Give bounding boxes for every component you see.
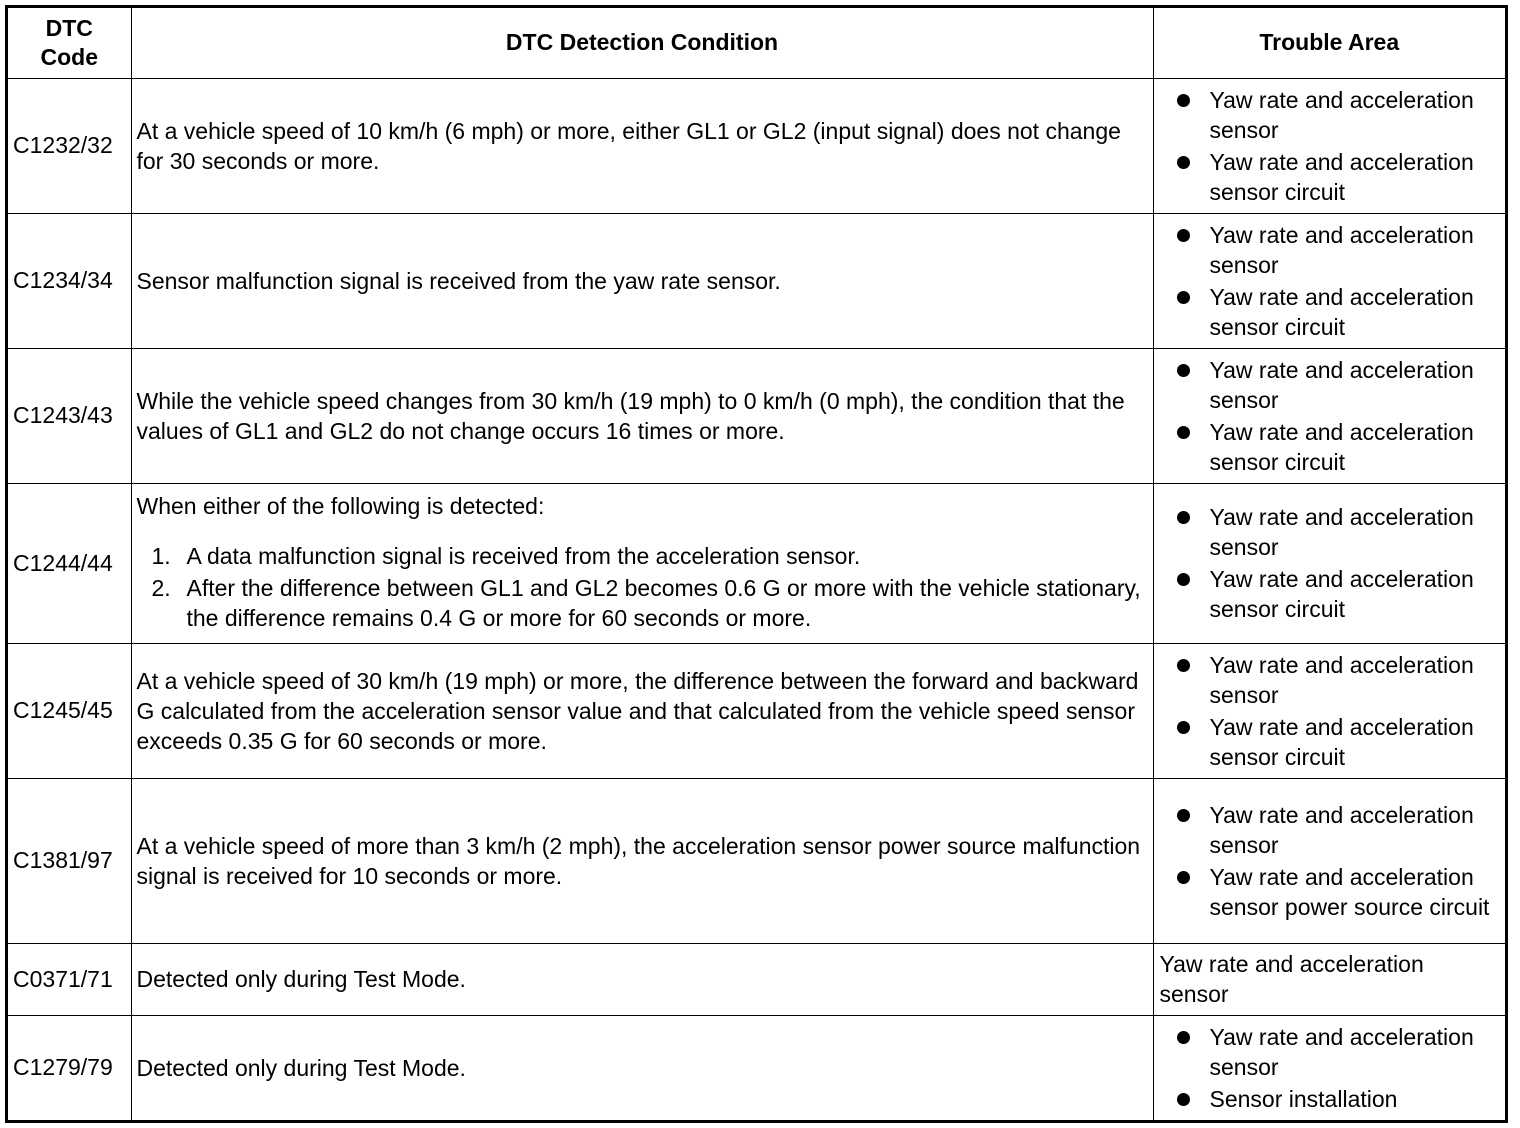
dtc-code: C1381/97 — [8, 778, 131, 943]
table-row — [8, 643, 1505, 778]
dtc-code: C1279/79 — [8, 1015, 131, 1120]
condition-intro: When either of the following is detected: — [136, 493, 545, 519]
dtc-table-frame — [5, 5, 1508, 1123]
dtc-table — [8, 8, 1505, 1120]
trouble-area — [1153, 778, 1505, 943]
trouble-area-item: Yaw rate and acceleration sensor — [1160, 502, 1500, 562]
header-dtc-code-line-1: DTC — [45, 14, 93, 41]
bullet-icon — [1177, 511, 1190, 524]
bullet-icon — [1177, 809, 1190, 822]
bullet-icon — [1177, 573, 1190, 586]
detection-condition: While the vehicle speed changes from 30 km/h (19 mph) to 0 km/h (0 mph), the condition that the values of GL1 and GL2 do not change occurs 16 times or more. — [131, 348, 1153, 483]
detection-condition: Detected only during Test Mode. — [131, 1015, 1153, 1120]
trouble-area-item: Yaw rate and acceleration sensor — [1160, 355, 1500, 415]
detection-condition — [131, 483, 1153, 643]
trouble-area — [1153, 1015, 1505, 1120]
trouble-area-item: Yaw rate and acceleration sensor circuit — [1160, 147, 1500, 207]
condition-item: 1. A data malfunction signal is received from the acceleration sensor. — [151, 543, 861, 569]
bullet-icon — [1177, 291, 1190, 304]
table-row — [8, 778, 1505, 943]
bullet-icon — [1177, 229, 1190, 242]
bullet-icon — [1177, 1031, 1190, 1044]
bullet-icon — [1177, 721, 1190, 734]
header-row — [8, 8, 1505, 78]
header-dtc-code — [8, 8, 131, 78]
bullet-icon — [1177, 871, 1190, 884]
bullet-icon — [1177, 426, 1190, 439]
trouble-area — [1153, 643, 1505, 778]
dtc-code: C1245/45 — [8, 643, 131, 778]
trouble-area-item: Yaw rate and acceleration sensor circuit — [1160, 712, 1500, 772]
trouble-area-item: Yaw rate and acceleration sensor — [1160, 85, 1500, 145]
trouble-area-item: Yaw rate and acceleration sensor — [1160, 650, 1500, 710]
trouble-area: Yaw rate and acceleration sensor — [1153, 943, 1505, 1015]
dtc-code: C1234/34 — [8, 213, 131, 348]
condition-item: 2. After the difference between GL1 and GL2 becomes 0.6 G or more with the vehicle stationary, the difference remains 0.4 G or more for 60 seconds or more. — [151, 575, 1141, 631]
trouble-area-item: Yaw rate and acceleration sensor — [1160, 800, 1500, 860]
trouble-area-item: Yaw rate and acceleration sensor power source circuit — [1160, 862, 1500, 922]
bullet-icon — [1177, 94, 1190, 107]
trouble-area — [1153, 348, 1505, 483]
trouble-area-item: Yaw rate and acceleration sensor circuit — [1160, 564, 1500, 624]
table-row — [8, 213, 1505, 348]
detection-condition: At a vehicle speed of 30 km/h (19 mph) or more, the difference between the forward and backward G calculated from the acceleration sensor value and that calculated from the vehicle speed sensor exceeds 0.35 G for 60 seconds or more. — [131, 643, 1153, 778]
header-detection-condition: DTC Detection Condition — [131, 8, 1153, 78]
header-trouble-area: Trouble Area — [1153, 8, 1505, 78]
dtc-code: C1244/44 — [8, 483, 131, 643]
trouble-area-item: Yaw rate and acceleration sensor circuit — [1160, 417, 1500, 477]
dtc-code: C1232/32 — [8, 78, 131, 213]
trouble-area-item: Sensor installation — [1160, 1084, 1500, 1114]
table-row — [8, 483, 1505, 643]
header-dtc-code-line-2: Code — [40, 43, 98, 70]
trouble-area-item: Yaw rate and acceleration sensor — [1160, 1022, 1500, 1082]
trouble-area — [1153, 78, 1505, 213]
trouble-area — [1153, 213, 1505, 348]
table-row — [8, 943, 1505, 1015]
table-row — [8, 348, 1505, 483]
trouble-area — [1153, 483, 1505, 643]
trouble-area-item: Yaw rate and acceleration sensor circuit — [1160, 282, 1500, 342]
dtc-code: C0371/71 — [8, 943, 131, 1015]
dtc-code: C1243/43 — [8, 348, 131, 483]
detection-condition: At a vehicle speed of more than 3 km/h (2 mph), the acceleration sensor power source malfunction signal is received for 10 seconds or more. — [131, 778, 1153, 943]
trouble-area-item: Yaw rate and acceleration sensor — [1160, 220, 1500, 280]
bullet-icon — [1177, 659, 1190, 672]
detection-condition: At a vehicle speed of 10 km/h (6 mph) or more, either GL1 or GL2 (input signal) does not change for 30 seconds or more. — [131, 78, 1153, 213]
table-row — [8, 1015, 1505, 1120]
bullet-icon — [1177, 364, 1190, 377]
bullet-icon — [1177, 1093, 1190, 1106]
bullet-icon — [1177, 156, 1190, 169]
detection-condition: Detected only during Test Mode. — [131, 943, 1153, 1015]
detection-condition: Sensor malfunction signal is received from the yaw rate sensor. — [131, 213, 1153, 348]
table-row — [8, 78, 1505, 213]
